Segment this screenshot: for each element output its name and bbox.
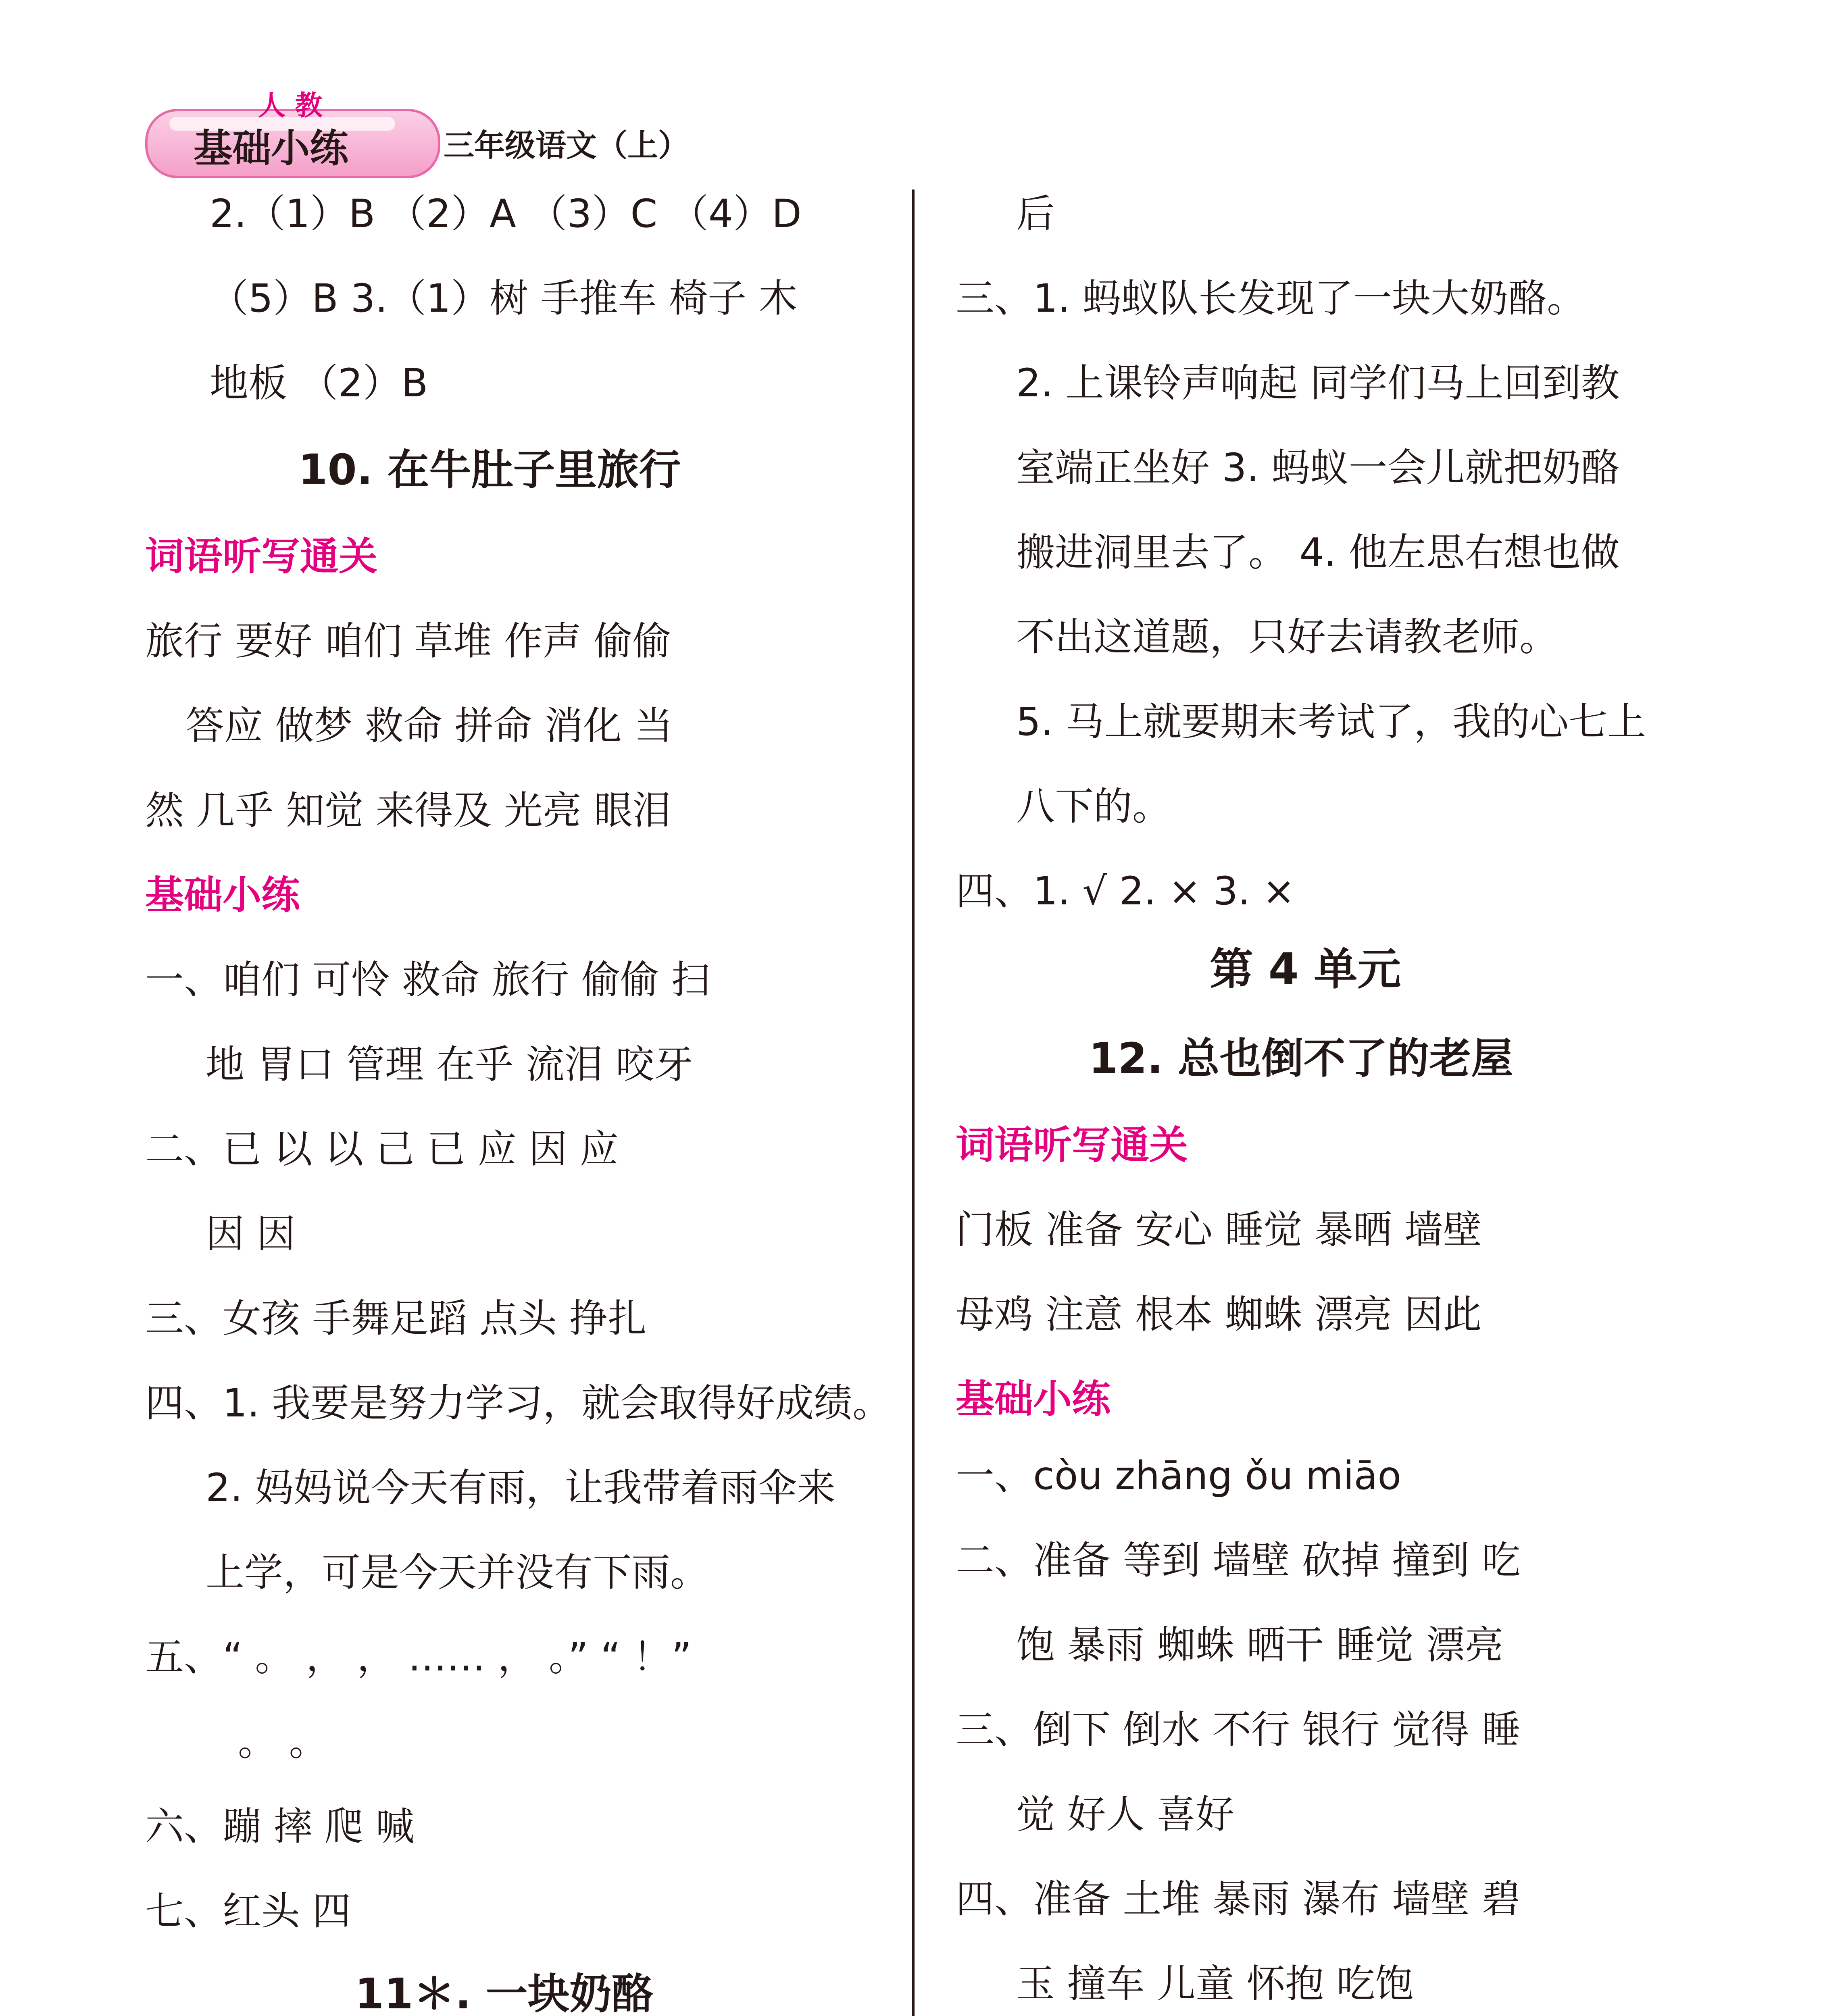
answer-line: 饱 暴雨 蜘蛛 晒干 睡觉 漂亮 xyxy=(1016,1622,1504,1668)
answer-line: 玉 撞车 儿童 怀抱 吃饱 xyxy=(1016,1961,1414,2006)
answer-line: 地 胃口 管理 在乎 流泪 咬牙 xyxy=(206,1042,693,1087)
answer-line: 5. 马上就要期末考试了，我的心七上 xyxy=(1016,699,1646,744)
word-line: 答应 做梦 救命 拼命 消化 当 xyxy=(185,703,673,748)
word-line: 门板 准备 安心 睡觉 暴晒 墙壁 xyxy=(956,1207,1482,1252)
answer-line: 二、准备 等到 墙壁 砍掉 撞到 吃 xyxy=(956,1538,1521,1583)
answer-line: 一、còu zhāng ǒu miāo xyxy=(956,1453,1402,1498)
header-brand: 基础小练 xyxy=(194,126,348,171)
answer-line: 地板 （2）B xyxy=(210,360,428,406)
section-heading-practice: 基础小练 xyxy=(145,873,300,918)
answer-line: 上学，可是今天并没有下雨。 xyxy=(206,1550,709,1595)
answer-line: 六、蹦 摔 爬 喊 xyxy=(145,1804,415,1849)
answer-line: 。 。 xyxy=(238,1719,328,1764)
answer-line: 七、红头 四 xyxy=(145,1889,351,1934)
answer-line: 一、咱们 可怜 救命 旅行 偷偷 扫 xyxy=(145,957,710,1002)
answer-line: 八下的。 xyxy=(1016,784,1171,829)
answer-line: 五、“ 。 ， ， …… ， 。” “ ！” xyxy=(145,1635,692,1680)
answer-line: 2.（1）B （2）A （3）C （4）D xyxy=(210,191,802,236)
answer-line: 2. 上课铃声响起 同学们马上回到教 xyxy=(1016,360,1620,406)
answer-line: 三、女孩 手舞足蹈 点头 挣扎 xyxy=(145,1296,647,1341)
answer-line: 室端正坐好 3. 蚂蚁一会儿就把奶酪 xyxy=(1016,445,1620,490)
answer-line: 四、1. 我要是努力学习，就会取得好成绩。 xyxy=(145,1381,892,1426)
header-edition: 人 教 xyxy=(258,90,323,122)
answer-line: 四、准备 土堆 暴雨 瀑布 墙壁 碧 xyxy=(956,1876,1521,1922)
answer-line: 四、1. √ 2. × 3. × xyxy=(956,868,1295,914)
answer-line: 觉 好人 喜好 xyxy=(1016,1792,1235,1837)
answer-line: 二、已 以 以 己 已 应 因 应 xyxy=(145,1127,619,1172)
answer-line: 2. 妈妈说今天有雨，让我带着雨伞来 xyxy=(206,1465,836,1510)
word-line: 然 几乎 知觉 来得及 光亮 眼泪 xyxy=(145,788,671,833)
answer-line: 搬进洞里去了。 4. 他左思右想也做 xyxy=(1016,530,1620,575)
answer-line: 三、倒下 倒水 不行 银行 觉得 睡 xyxy=(956,1707,1521,1752)
answer-line: （5）B 3.（1）树 手推车 椅子 木 xyxy=(210,276,798,321)
unit-title: 第 4 单元 xyxy=(1210,944,1401,995)
section-heading-dictation: 词语听写通关 xyxy=(956,1123,1188,1168)
word-line: 母鸡 注意 根本 蜘蛛 漂亮 因此 xyxy=(956,1292,1482,1337)
answer-line: 三、1. 蚂蚁队长发现了一块大奶酪。 xyxy=(956,276,1586,321)
lesson-10-title: 10. 在牛肚子里旅行 xyxy=(298,445,681,494)
answer-line: 因 因 xyxy=(206,1211,296,1256)
column-divider xyxy=(912,190,915,2016)
section-heading-practice: 基础小练 xyxy=(956,1377,1111,1422)
lesson-12-title: 12. 总也倒不了的老屋 xyxy=(1089,1034,1513,1083)
answer-line: 后 xyxy=(1016,191,1055,236)
word-line: 旅行 要好 咱们 草堆 作声 偷偷 xyxy=(145,619,671,664)
section-heading-dictation: 词语听写通关 xyxy=(145,534,377,579)
lesson-11-title: 11＊. 一块奶酪 xyxy=(355,1969,654,2016)
answer-line: 不出这道题，只好去请教老师。 xyxy=(1016,614,1558,660)
header-subject: 三年级语文（上） xyxy=(444,127,689,163)
